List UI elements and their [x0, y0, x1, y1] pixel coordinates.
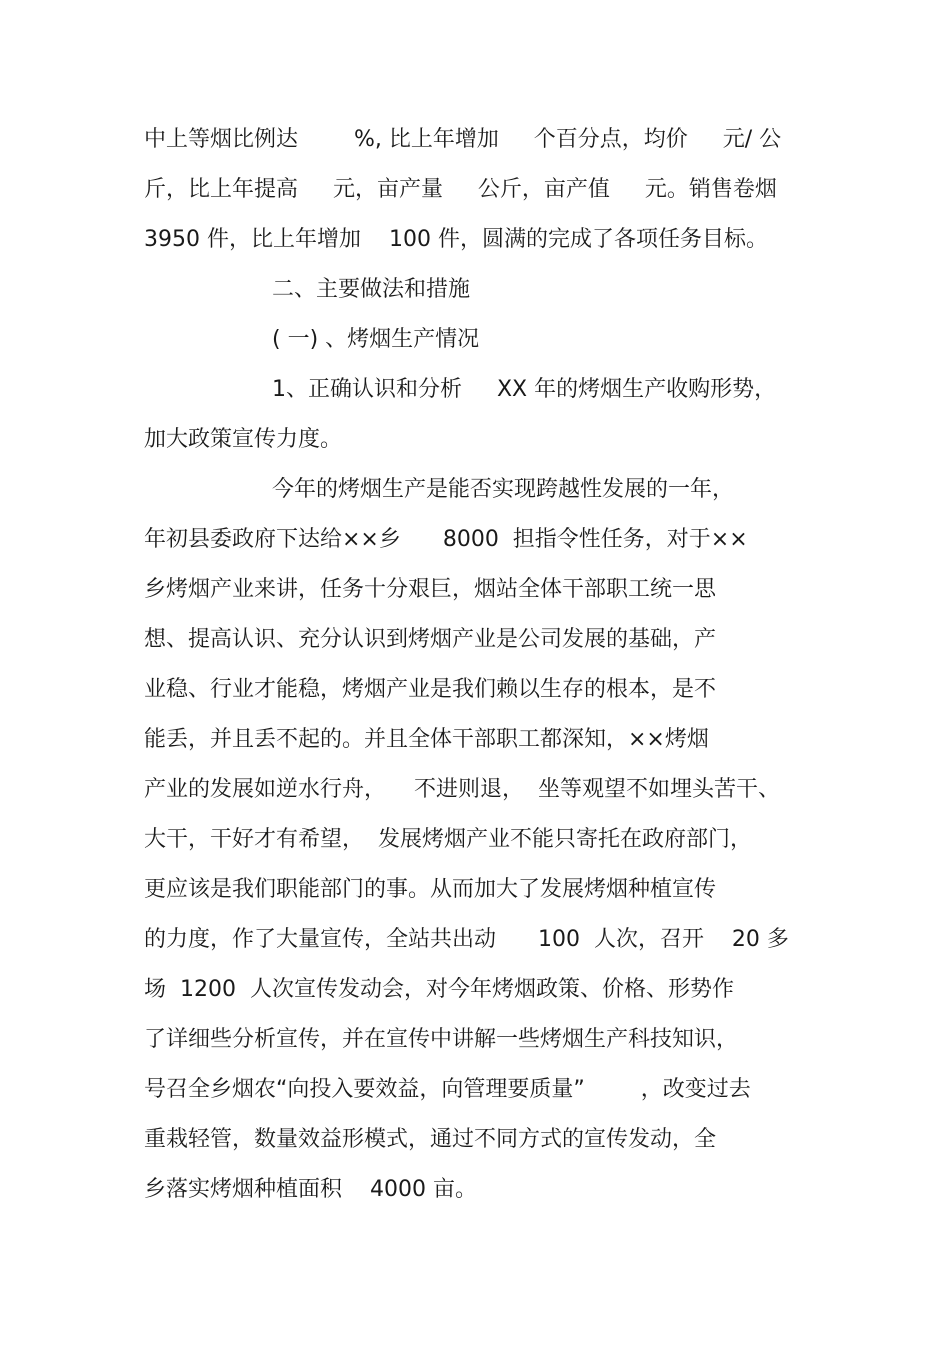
text-line: 年初县委政府下达给××乡 8000 担指令性任务，对于×× — [144, 527, 748, 552]
text-line: 能丢，并且丢不起的。并且全体干部职工都深知，××烤烟 — [144, 727, 709, 752]
paragraph-first-line: 今年的烤烟生产是能否实现跨越性发展的一年， — [272, 477, 735, 502]
text-line: 号召全乡烟农“向投入要效益，向管理要质量” ，改变过去 — [144, 1077, 751, 1102]
text-line: 加大政策宣传力度。 — [144, 427, 343, 452]
text-line: 想、提高认识、充分认识到烤烟产业是公司发展的基础，产 — [144, 627, 717, 652]
text-line: 场 1200 人次宣传发动会，对今年烤烟政策、价格、形势作 — [144, 977, 734, 1002]
text-line: 大干，干好才有希望， 发展烤烟产业不能只寄托在政府部门， — [144, 827, 752, 852]
text-line: 3950 件，比上年增加 100 件，圆满的完成了各项任务目标。 — [144, 227, 768, 252]
text-line: 乡烤烟产业来讲，任务十分艰巨，烟站全体干部职工统一思 — [144, 577, 717, 602]
text-line: 的力度，作了大量宣传，全站共出动 100 人次，召开 20 多 — [144, 927, 789, 952]
text-line: 更应该是我们职能部门的事。从而加大了发展烤烟种植宣传 — [144, 877, 717, 902]
text-line: 业稳、行业才能稳，烤烟产业是我们赖以生存的根本，是不 — [144, 677, 717, 702]
text-line: 产业的发展如逆水行舟， 不进则退， 坐等观望不如埋头苦干、 — [144, 777, 780, 802]
text-line: 了详细些分析宣传，并在宣传中讲解一些烤烟生产科技知识， — [144, 1027, 739, 1052]
text-line: 重栽轻管，数量效益形模式，通过不同方式的宣传发动，全 — [144, 1127, 717, 1152]
text-line: 斤，比上年提高 元，亩产量 公斤，亩产值 元。销售卷烟 — [144, 177, 777, 202]
subsection-heading: ( 一) 、烤烟生产情况 — [272, 327, 480, 352]
text-line: 乡落实烤烟种植面积 4000 亩。 — [144, 1177, 477, 1202]
section-heading: 二、主要做法和措施 — [272, 277, 471, 302]
item-heading: 1、正确认识和分析 XX 年的烤烟生产收购形势， — [272, 377, 777, 402]
text-line: 中上等烟比例达 %, 比上年增加 个百分点，均价 元/ 公 — [144, 127, 782, 152]
